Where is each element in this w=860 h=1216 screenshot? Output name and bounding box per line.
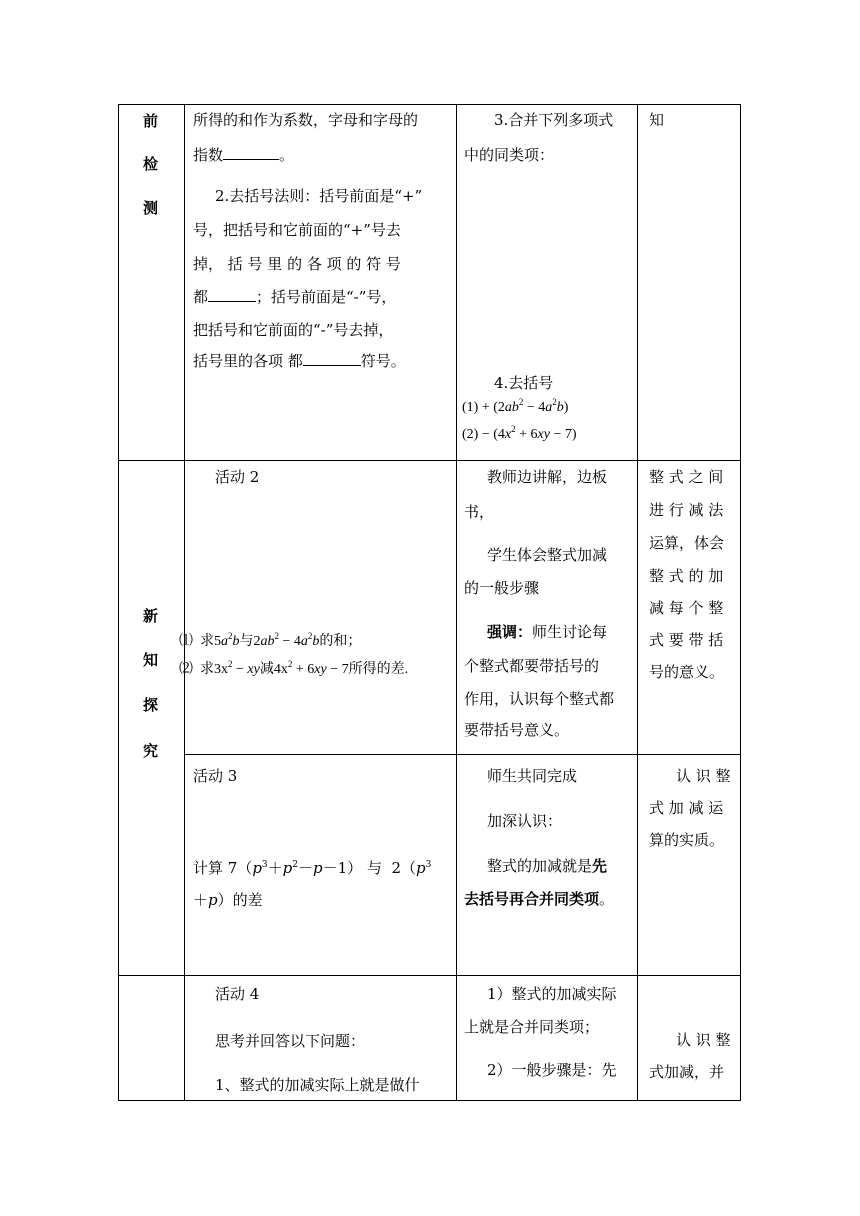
activity-text: 整式的加减就是先: [487, 857, 608, 875]
formula: ⑴ 求$5a^2b$与$2ab^2 - 4a^2b$的和；: [179, 631, 362, 649]
formula: ⑵ 求$3x^2$ − xy减$4x^2 + 6xy - 7$所得的差.: [179, 659, 409, 677]
section-label-char: 新: [143, 607, 159, 625]
activity-text: 3.合并下列多项式: [494, 111, 614, 129]
table-border-bottom: [118, 1100, 741, 1101]
formula: $(2) - (4x^2 + 6xy - 7)$: [462, 424, 577, 442]
activity-text: 学生体会整式加减: [487, 546, 608, 564]
activity-text: 强调：师生讨论每: [487, 623, 608, 641]
fill-blank: [208, 287, 256, 302]
intent-text: 算的实质。: [649, 831, 725, 849]
content-text: 号，把括号和它前面的“+”号去: [193, 221, 401, 239]
table-border-top: [118, 104, 741, 105]
content-text: 指数 。: [193, 146, 295, 164]
section-label-char: 检: [143, 155, 159, 173]
intent-text: 运算，体会: [649, 534, 725, 552]
activity-text: 加深认识：: [487, 812, 563, 830]
activity-title: 活动 3: [193, 767, 238, 785]
section-label-char: 究: [143, 742, 159, 760]
activity-title: 活动 4: [215, 985, 260, 1003]
content-text: 1、整式的加减实际上就是做什: [215, 1076, 420, 1094]
row-divider: [118, 460, 741, 461]
table-border-left: [118, 104, 119, 1101]
activity-text: 上就是合并同类项；: [464, 1018, 600, 1036]
row-divider: [184, 754, 741, 755]
intent-text: 认 识 整: [676, 767, 731, 785]
intent-text: 式 要 带 括: [649, 631, 724, 649]
content-text: 掉， 括 号 里 的 各 项 的 符 号: [193, 255, 401, 273]
column-divider: [637, 104, 638, 1101]
intent-text: 认 识 整: [676, 1031, 731, 1049]
activity-text: 的一般步骤: [464, 579, 540, 597]
column-divider: [184, 104, 185, 1101]
content-text: 计算 $7(p^3+p^2-p-1)$ 与 $2(p^3$: [193, 859, 432, 877]
activity-title: 活动 2: [215, 468, 260, 486]
activity-text: 4.去括号: [494, 374, 554, 392]
intent-text: 知: [649, 111, 665, 129]
section-label-char: 测: [143, 199, 159, 217]
activity-text: 个整式都要带括号的: [464, 657, 600, 675]
intent-text: 减 每 个 整: [649, 599, 724, 617]
intent-text: 号的意义。: [649, 663, 725, 681]
activity-text: 教师边讲解，边板: [487, 468, 608, 486]
content-text: 把括号和它前面的“-”号去掉，: [193, 321, 394, 339]
activity-text: 师生共同完成: [487, 767, 578, 785]
activity-text: 去括号再合并同类项。: [464, 890, 615, 908]
activity-text: 2）一般步骤是：先: [487, 1061, 617, 1079]
column-divider: [456, 104, 457, 1101]
activity-text: 中的同类项：: [464, 146, 555, 164]
content-text: 思考并回答以下问题：: [215, 1032, 366, 1050]
emphasis-label: 强调：: [487, 623, 533, 641]
section-label-char: 探: [143, 696, 159, 714]
formula: $(1) + (2ab^2 - 4a^2b)$: [462, 397, 569, 415]
content-text: 都 ；括号前面是“-”号，: [193, 288, 397, 306]
activity-text: 1）整式的加减实际: [487, 985, 617, 1003]
activity-text: 作用，认识每个整式都: [464, 690, 615, 708]
intent-text: 式 加 减 运: [649, 799, 724, 817]
fill-blank: [303, 351, 361, 366]
fill-blank: [223, 145, 279, 160]
content-text: 括号里的各项 都 符号。: [193, 352, 406, 370]
activity-text: 要带括号意义。: [464, 721, 570, 739]
intent-text: 整 式 的 加: [649, 567, 724, 585]
row-divider: [118, 975, 741, 976]
content-text: ＋p）的差: [193, 891, 263, 909]
activity-text: 书，: [464, 503, 495, 521]
intent-text: 整 式 之 间: [649, 468, 724, 486]
intent-text: 式加减，并: [649, 1063, 725, 1081]
section-label-char: 知: [143, 651, 159, 669]
section-label-char: 前: [143, 112, 159, 130]
intent-text: 进 行 减 法: [649, 501, 724, 519]
content-text: 所得的和作为系数，字母和字母的: [193, 111, 419, 129]
table-border-right: [740, 104, 741, 1101]
content-text: 2.去括号法则：括号前面是“+”: [215, 187, 423, 205]
